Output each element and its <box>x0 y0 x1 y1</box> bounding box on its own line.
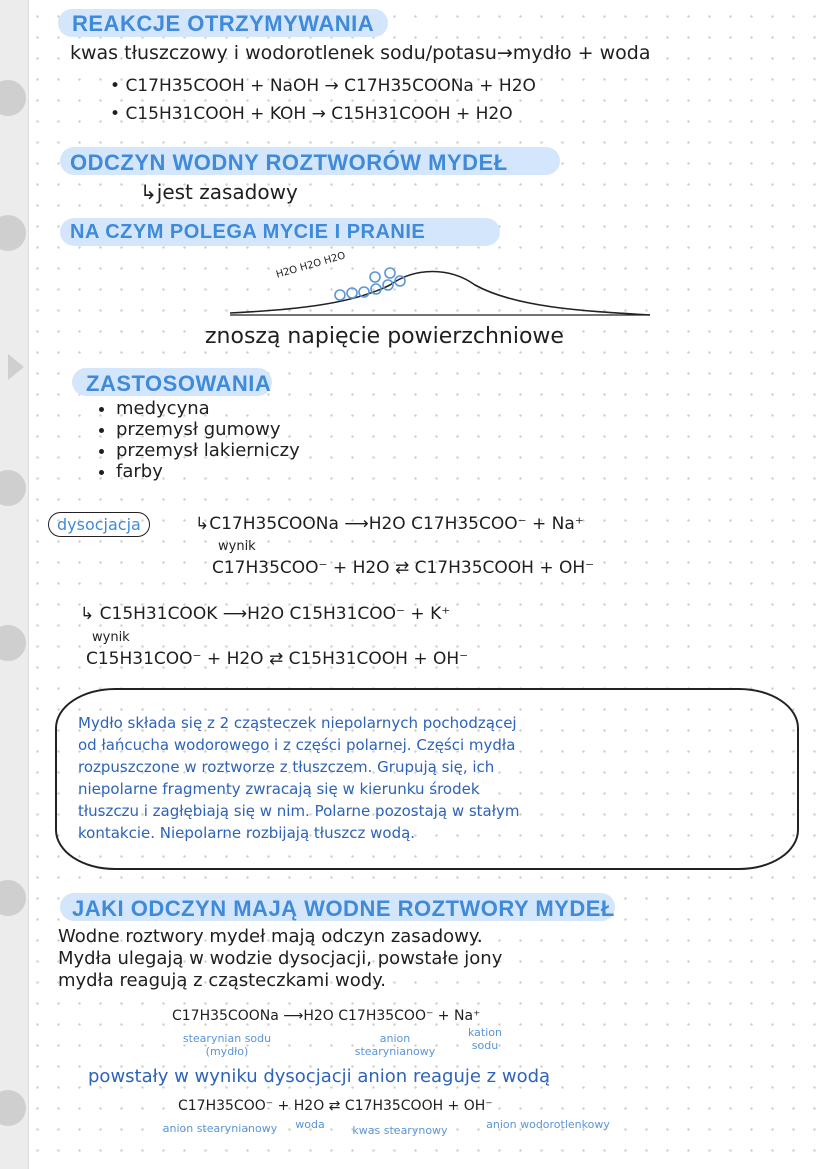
water-surface-curve <box>230 272 650 316</box>
label-stearate-anion-2: anion stearynianowy <box>162 1122 278 1135</box>
soap-molecules-icon <box>335 268 405 300</box>
binder-margin <box>0 0 29 1169</box>
dissociation-line-3: ↳ C15H31COOK ⟶H2O C15H31COO⁻ + K⁺ <box>80 604 451 624</box>
list-item: • farby <box>116 461 300 482</box>
equation-2: C17H35COO⁻ + H2O ⇄ C17H35COOH + OH⁻ <box>178 1098 493 1114</box>
label-water: woda <box>295 1118 325 1131</box>
cloud-note-line: kontakcie. Niepolarne rozbijają tłuszcz wodą. <box>78 824 416 842</box>
text-line: Mydła ulegają w wodzie dysocjacji, powstałe jony <box>58 948 503 969</box>
water-molecule-labels: H2O H2O H2O <box>274 250 347 281</box>
punch-hole <box>0 880 26 916</box>
cloud-note <box>78 712 520 844</box>
heading-uses: ZASTOSOWANIA <box>86 371 272 396</box>
dissociation-sub-2: wynik <box>92 630 130 645</box>
soap-solution-answer: ↳jest zasadowy <box>140 180 298 204</box>
heading-washing: NA CZYM POLEGA MYCIE I PRANIE <box>70 221 426 243</box>
reactions-description: kwas tłuszczowy i wodorotlenek sodu/potasu→mydło + woda <box>70 42 651 64</box>
punch-hole <box>0 215 26 251</box>
list-item: • przemysł gumowy <box>116 419 300 440</box>
cloud-note-line: rozpuszczone w roztworze z tłuszczem. Grupują się, ich <box>78 758 495 776</box>
reaction-1-text: C17H35COOH + NaOH → C17H35COONa + H2O <box>125 76 536 96</box>
aqueous-solutions-text <box>58 926 502 992</box>
dissociation-label: dysocjacja <box>48 512 150 537</box>
washing-caption: znoszą napięcie powierzchniowe <box>205 324 564 349</box>
punch-hole <box>0 80 26 116</box>
text-line: mydła reagują z cząsteczkami wody. <box>58 970 386 991</box>
heading-soap-solution-reaction: ODCZYN WODNY ROZTWORÓW MYDEŁ <box>70 150 508 175</box>
dissociation-line-2: C17H35COO⁻ + H2O ⇄ C17H35COOH + OH⁻ <box>212 558 595 578</box>
tab-marker-icon <box>8 354 24 380</box>
list-item: • medycyna <box>116 398 300 419</box>
reaction-1: • C17H35COOH + NaOH → C17H35COONa + H2O <box>110 76 536 96</box>
dissociation-sub-1: wynik <box>218 539 256 554</box>
equation-1: C17H35COONa ⟶H2O C17H35COO⁻ + Na⁺ <box>172 1008 481 1024</box>
dissociation-line-1: ↳C17H35COONa ⟶H2O C17H35COO⁻ + Na⁺ <box>195 514 584 534</box>
label-stearic-acid: kwas stearynowy <box>352 1124 448 1137</box>
cloud-note-line: tłuszczu i zagłębiają się w nim. Polarne pozostają w stałym <box>78 802 520 820</box>
punch-hole <box>0 470 26 506</box>
surface-tension-drawing <box>200 255 670 330</box>
label-stearate-sodium: stearynian sodu (mydło) <box>182 1032 272 1058</box>
punch-hole <box>0 1090 26 1126</box>
punch-hole <box>0 625 26 661</box>
uses-list <box>102 398 300 482</box>
heading-aqueous-solutions: JAKI ODCZYN MAJĄ WODNE ROZTWORY MYDEŁ <box>72 896 615 921</box>
dissociation-line-4: C15H31COO⁻ + H2O ⇄ C15H31COOH + OH⁻ <box>86 649 469 669</box>
blue-sentence: powstały w wyniku dysocjacji anion reaguje z wodą <box>88 1066 551 1087</box>
text-line: Wodne roztwory mydeł mają odczyn zasadowy. <box>58 926 483 947</box>
list-item: • przemysł lakierniczy <box>116 440 300 461</box>
label-hydroxide-anion: anion wodorotlenkowy <box>486 1118 610 1131</box>
reaction-2-text: C15H31COOH + KOH → C15H31COOH + H2O <box>125 104 513 124</box>
heading-reactions-obtaining: REAKCJE OTRZYMYWANIA <box>72 11 375 36</box>
cloud-note-line: Mydło składa się z 2 cząsteczek niepolarnych pochodzącej <box>78 714 517 732</box>
cloud-note-line: niepolarne fragmenty zwracają się w kierunku środek <box>78 780 480 798</box>
label-sodium-cation: kation sodu <box>468 1026 502 1052</box>
cloud-note-line: od łańcucha wodorowego i z części polarnej. Części mydła <box>78 736 516 754</box>
label-stearate-anion: anion stearynianowy <box>354 1032 436 1058</box>
reaction-2: • C15H31COOH + KOH → C15H31COOH + H2O <box>110 104 513 124</box>
